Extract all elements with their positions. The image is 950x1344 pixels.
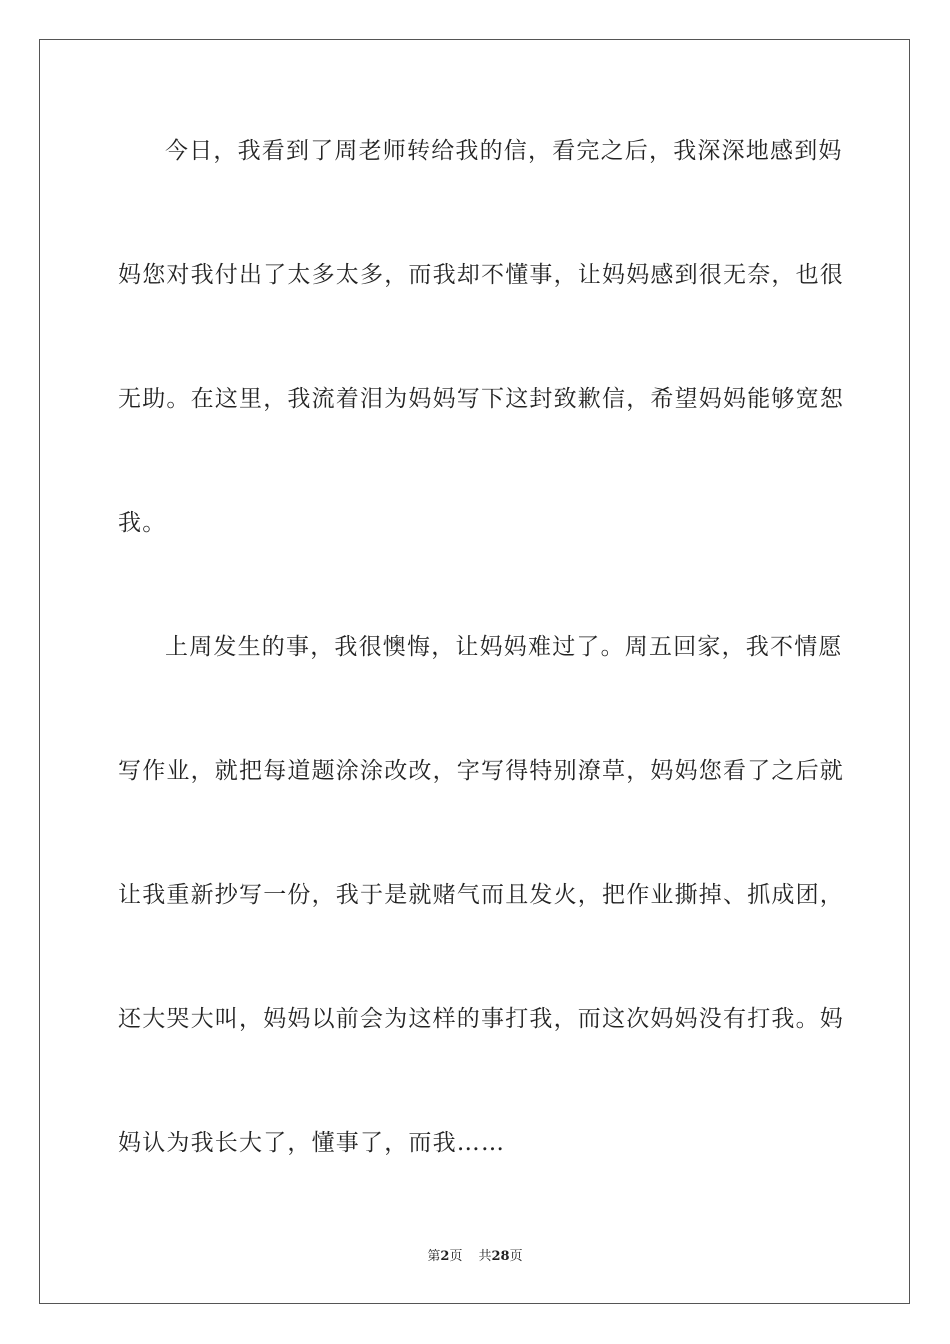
- paragraph-2-line-2: 写作业，就把每道题涂涂改改，字写得特别潦草，妈妈您看了之后就: [118, 758, 844, 784]
- paragraph-2-line-5: 妈认为我长大了，懂事了，而我……: [118, 1130, 506, 1156]
- paragraph-1-line-1: 今日，我看到了周老师转给我的信，看完之后，我深深地感到妈: [165, 138, 843, 164]
- paragraph-2-line-4: 还大哭大叫，妈妈以前会为这样的事打我，而这次妈妈没有打我。妈: [118, 1006, 844, 1032]
- page-footer: [0, 1248, 950, 1266]
- footer-page-prefix: 第: [427, 1249, 441, 1264]
- footer-page-suffix: 页: [449, 1249, 463, 1264]
- paragraph-1-line-4: 我。: [118, 510, 167, 536]
- paragraph-1-line-2: 妈您对我付出了太多太多，而我却不懂事，让妈妈感到很无奈，也很: [118, 262, 844, 288]
- footer-total-prefix: 共: [478, 1249, 492, 1264]
- footer-total-suffix: 页: [509, 1249, 523, 1264]
- page-border: [39, 39, 910, 1304]
- footer-total-pages: 28: [491, 1249, 510, 1264]
- footer-page-number: 2: [440, 1249, 450, 1264]
- paragraph-2-line-3: 让我重新抄写一份，我于是就赌气而且发火，把作业撕掉、抓成团，: [118, 882, 844, 908]
- paragraph-1-line-3: 无助。在这里，我流着泪为妈妈写下这封致歉信，希望妈妈能够宽恕: [118, 386, 844, 412]
- paragraph-2-line-1: 上周发生的事，我很懊悔，让妈妈难过了。周五回家，我不情愿: [165, 634, 843, 660]
